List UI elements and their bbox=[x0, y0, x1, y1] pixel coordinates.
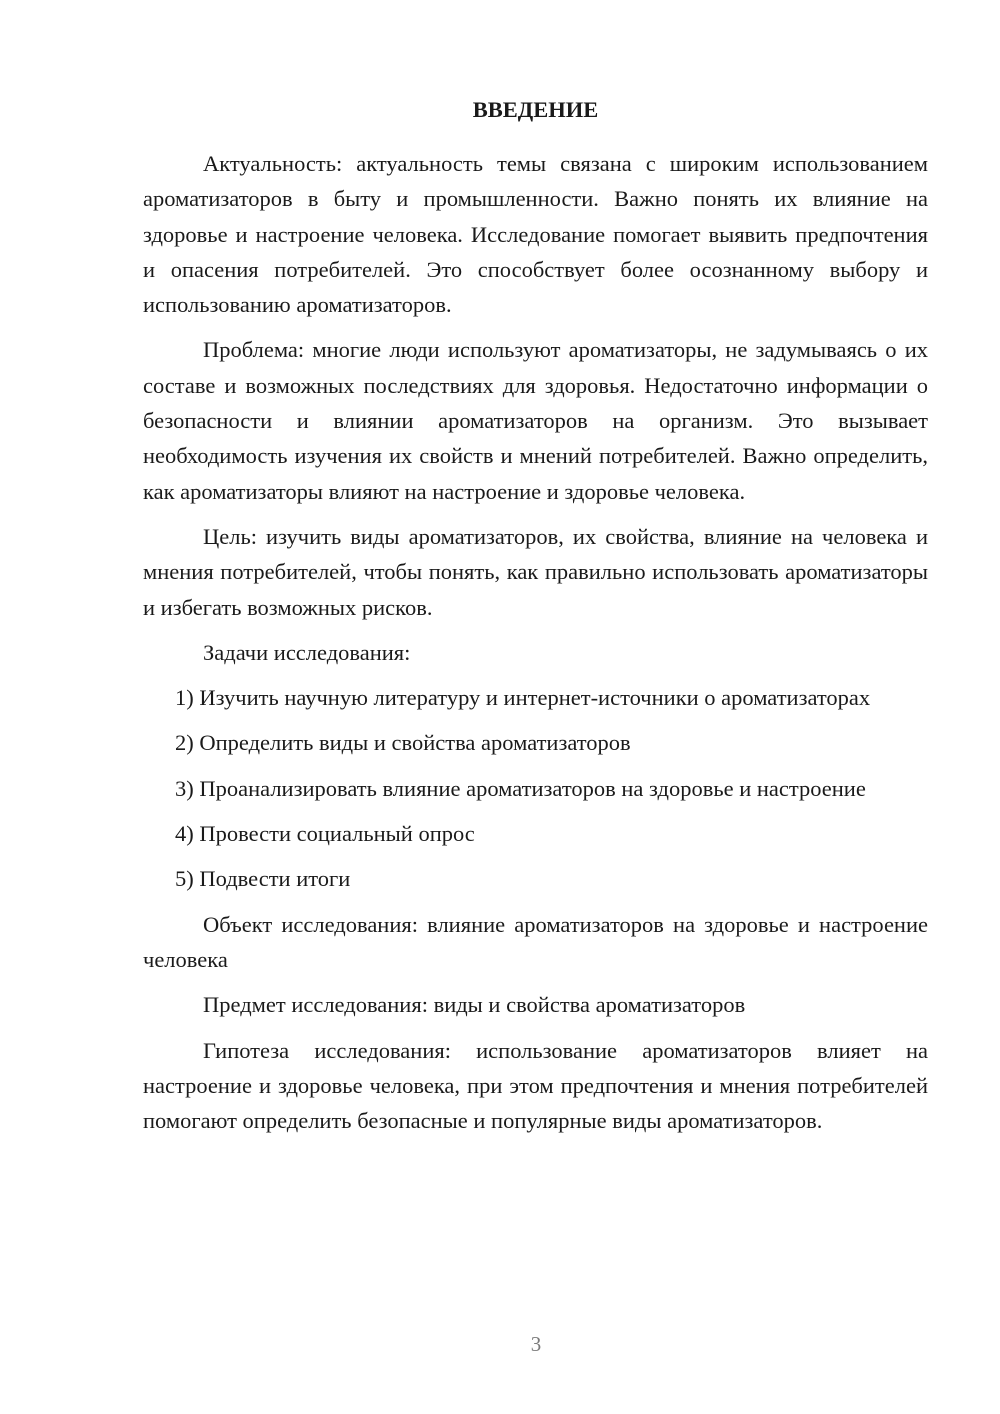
task-item-1: 1) Изучить научную литературу и интернет-источники о ароматизаторах bbox=[175, 685, 871, 711]
problem-paragraph: Проблема: многие люди используют ароматизаторы, не задумываясь о их составе и возможных последствиях для здоровья. Недостаточно информации о безопасности и влиянии ароматизаторов на организм. Это вызывает необходимость изучения их свойств и мнений потребителей. Важно определить, как ароматизаторы влияют на настроение и здоровье человека. bbox=[143, 337, 928, 504]
goal-paragraph: Цель: изучить виды ароматизаторов, их свойства, влияние на человека и мнения потребителей, чтобы понять, как правильно использовать ароматизаторы и избегать возможных рисков. bbox=[143, 523, 928, 620]
page-title: ВВЕДЕНИЕ bbox=[472, 97, 599, 122]
tasks-heading: Задачи исследования: bbox=[203, 639, 411, 665]
task-item-2: 2) Определить виды и свойства ароматизаторов bbox=[175, 730, 631, 756]
task-item-3: 3) Проанализировать влияние ароматизаторов на здоровье и настроение bbox=[175, 775, 866, 801]
object-paragraph: Объект исследования: влияние ароматизаторов на здоровье и настроение человека bbox=[143, 911, 928, 972]
page-number: 3 bbox=[530, 1332, 542, 1356]
hypothesis-paragraph: Гипотеза исследования: использование ароматизаторов влияет на настроение и здоровье человека, при этом предпочтения и мнения потребителей помогают определить безопасные и популярные виды ароматизаторов. bbox=[143, 1037, 928, 1134]
task-item-5: 5) Подвести итоги bbox=[175, 866, 351, 892]
relevance-paragraph: Актуальность: актуальность темы связана с широким использованием ароматизаторов в быту и промышленности. Важно понять их влияние на здоровье и настроение человека. Исследование помогает выявить предпочтения и опасения потребителей. Это способствует более осознанному выбору и использованию ароматизаторов. bbox=[143, 151, 928, 318]
document-page bbox=[143, 92, 928, 1138]
subject-paragraph: Предмет исследования: виды и свойства ароматизаторов bbox=[203, 992, 746, 1018]
task-item-4: 4) Провести социальный опрос bbox=[175, 821, 475, 847]
